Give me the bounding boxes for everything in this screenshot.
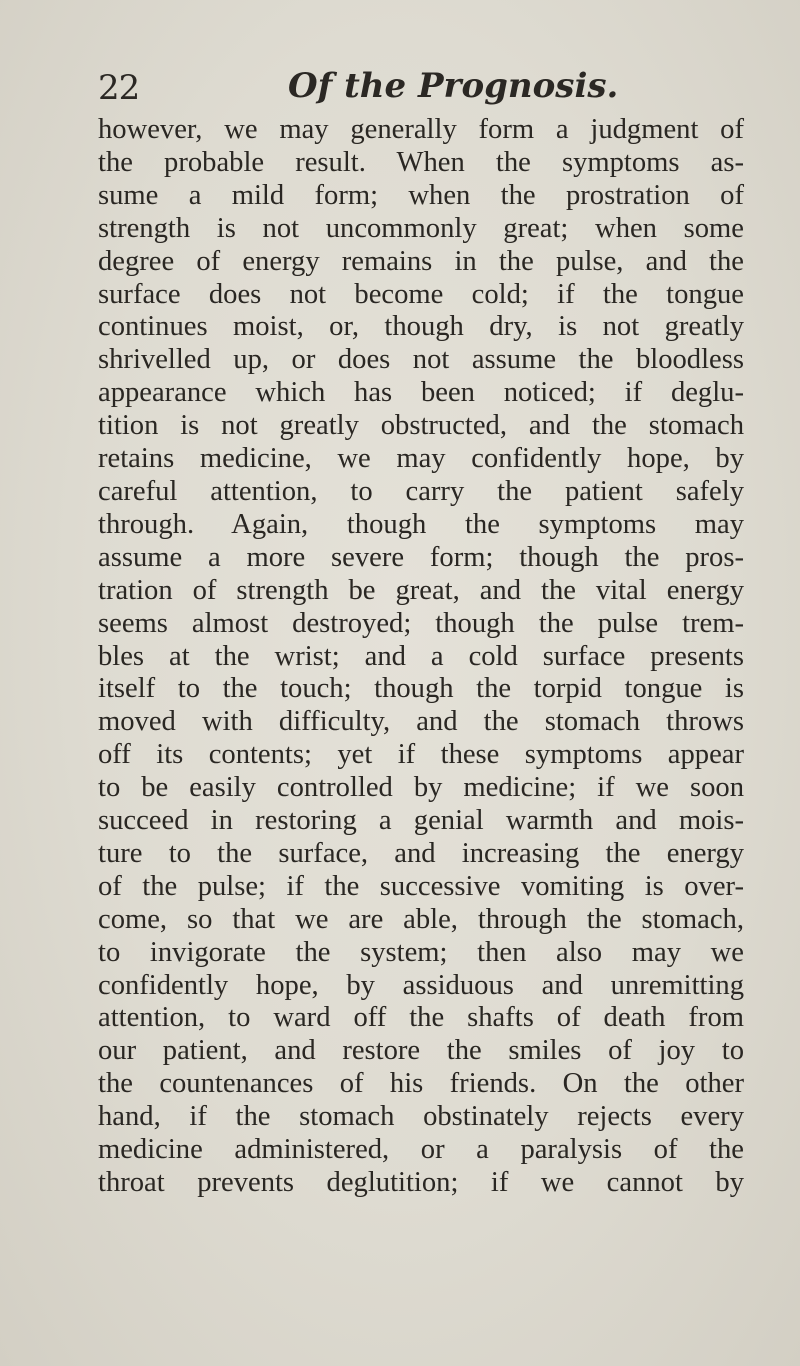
text-line: moved with difficulty, and the stomach throws xyxy=(98,706,744,738)
page-header xyxy=(98,62,740,108)
text-line: continues moist, or, though dry, is not greatly xyxy=(98,311,744,343)
text-line: tration of strength be great, and the vital energy xyxy=(98,574,744,606)
text-line: to be easily controlled by medicine; if we soon xyxy=(98,772,744,804)
text-line: to invigorate the system; then also may we xyxy=(98,936,744,968)
running-title: Of the Prognosis. xyxy=(288,66,619,106)
text-line: shrivelled up, or does not assume the bloodless xyxy=(98,344,744,376)
text-line: bles at the wrist; and a cold surface presents xyxy=(98,640,744,672)
text-line: assume a more severe form; though the pros- xyxy=(98,541,744,573)
text-line: the countenances of his friends. On the other xyxy=(98,1068,744,1100)
text-line: appearance which has been noticed; if deglu- xyxy=(98,377,744,409)
text-line: strength is not uncommonly great; when some xyxy=(98,212,744,244)
text-line: however, we may generally form a judgment of xyxy=(98,114,744,145)
page-number: 22 xyxy=(98,68,140,108)
text-line: seems almost destroyed; though the pulse trem- xyxy=(98,607,744,639)
text-line: degree of energy remains in the pulse, and the xyxy=(98,245,744,277)
text-line: itself to the touch; though the torpid tongue is xyxy=(98,673,744,705)
text-line: our patient, and restore the smiles of joy to xyxy=(98,1035,744,1067)
text-line: come, so that we are able, through the stomach, xyxy=(98,903,744,935)
text-line: the probable result. When the symptoms as- xyxy=(98,146,744,178)
text-line: throat prevents deglutition; if we cannot by xyxy=(98,1167,744,1198)
text-line: attention, to ward off the shafts of death from xyxy=(98,1002,744,1034)
text-line: retains medicine, we may confidently hope, by xyxy=(98,443,744,475)
text-line: medicine administered, or a paralysis of the xyxy=(98,1134,744,1166)
text-line: tition is not greatly obstructed, and the stomach xyxy=(98,410,744,442)
text-line: careful attention, to carry the patient safely xyxy=(98,475,744,507)
text-line: ture to the surface, and increasing the energy xyxy=(98,837,744,869)
text-line: succeed in restoring a genial warmth and mois- xyxy=(98,805,744,837)
body-text xyxy=(98,114,744,1200)
text-line: confidently hope, by assiduous and unremitting xyxy=(98,969,744,1001)
text-line: through. Again, though the symptoms may xyxy=(98,508,744,540)
text-line: hand, if the stomach obstinately rejects every xyxy=(98,1101,744,1133)
text-line: surface does not become cold; if the tongue xyxy=(98,278,744,310)
text-line: sume a mild form; when the prostration of xyxy=(98,179,744,211)
text-line: of the pulse; if the successive vomiting is over- xyxy=(98,870,744,902)
text-line: off its contents; yet if these symptoms appear xyxy=(98,739,744,771)
